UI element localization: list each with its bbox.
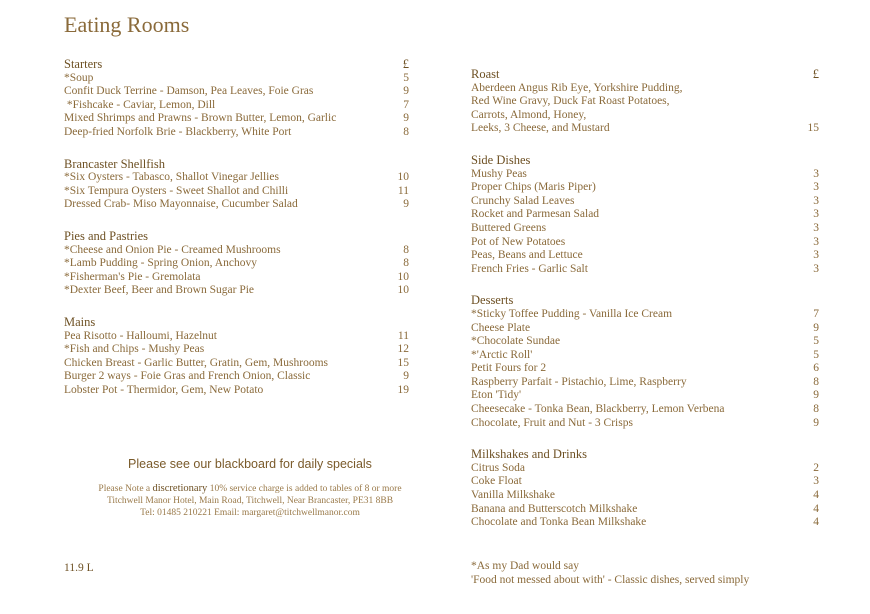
currency-symbol: £ [402, 57, 409, 71]
item-price: 3 [813, 194, 819, 207]
item-name: Proper Chips (Maris Piper) [471, 181, 596, 194]
item-price: 9 [403, 370, 409, 383]
menu-item [64, 357, 419, 371]
menu-item [64, 85, 419, 99]
menu-item [471, 376, 823, 390]
menu-item [471, 236, 823, 250]
item-price: 9 [813, 321, 819, 334]
item-name: *Six Oysters - Tabasco, Shallot Vinegar Jellies [64, 171, 279, 184]
item-name: Chocolate and Tonka Bean Milkshake [471, 516, 647, 529]
item-price: 5 [403, 71, 409, 84]
item-price: 4 [813, 489, 819, 502]
section-heading [64, 158, 419, 172]
menu-item [471, 389, 823, 403]
item-price: 9 [403, 112, 409, 125]
roast-line-text: Red Wine Gravy, Duck Fat Roast Potatoes, [471, 95, 670, 108]
item-name: Burger 2 ways - Foie Gras and French Onion, Classic [64, 370, 311, 383]
currency-symbol: £ [812, 67, 819, 81]
item-price: 3 [813, 208, 819, 221]
item-name: French Fries - Garlic Salt [471, 262, 588, 275]
item-list [64, 330, 419, 398]
section-heading [471, 448, 823, 462]
item-name: Buttered Greens [471, 221, 547, 234]
roast-line [471, 95, 823, 109]
section-title: Mains [64, 314, 96, 329]
item-name: Pea Risotto - Halloumi, Hazelnut [64, 329, 217, 342]
menu-item [64, 271, 419, 285]
item-name: Deep-fried Norfolk Brie - Blackberry, White Port [64, 125, 292, 138]
drinks-section [471, 448, 823, 530]
item-list [64, 72, 419, 140]
menu-item [471, 462, 823, 476]
item-list [471, 168, 823, 277]
section-heading [64, 230, 419, 244]
section-title: Milkshakes and Drinks [471, 447, 587, 462]
section-heading [64, 316, 419, 330]
menu-item [64, 126, 419, 140]
item-price: 9 [403, 85, 409, 98]
menu-item [471, 322, 823, 336]
item-name: Pot of New Potatoes [471, 235, 566, 248]
menu-item [471, 181, 823, 195]
item-price: 5 [813, 348, 819, 361]
item-price: 7 [403, 98, 409, 111]
menu-item [64, 370, 419, 384]
item-name: Lobster Pot - Thermidor, Gem, New Potato [64, 383, 264, 396]
menu-item [471, 249, 823, 263]
sides-section [471, 154, 823, 276]
section-title: Desserts [471, 293, 514, 308]
item-name: Chocolate, Fruit and Nut - 3 Crisps [471, 416, 633, 429]
menu-item [471, 489, 823, 503]
item-name: Petit Fours for 2 [471, 362, 547, 375]
item-price: 9 [813, 416, 819, 429]
address-line: Titchwell Manor Hotel, Main Road, Titchwell, Near Brancaster, PE31 8BB [106, 496, 394, 506]
starters-section [64, 58, 419, 140]
item-name: Chicken Breast - Garlic Butter, Gratin, Gem, Mushrooms [64, 356, 328, 369]
item-price: 4 [813, 502, 819, 515]
item-price: 5 [813, 335, 819, 348]
menu-code: 11.9 L [64, 562, 94, 574]
item-price: 11 [397, 184, 409, 197]
contact-line: Tel: 01485 210221 Email: margaret@titchwellmanor.com [140, 508, 360, 518]
specials-notice: Please see our blackboard for daily specials [128, 457, 372, 471]
item-name: Banana and Butterscotch Milkshake [471, 502, 638, 515]
menu-item [64, 284, 419, 298]
note-emphasis: discretionary [152, 483, 208, 494]
item-name: *Six Tempura Oysters - Sweet Shallot and Chilli [64, 184, 289, 197]
menu-item [471, 349, 823, 363]
section-title: Roast [471, 67, 500, 81]
menu-item [64, 330, 419, 344]
item-price: 8 [403, 125, 409, 138]
roast-description [471, 82, 823, 136]
item-price: 8 [403, 257, 409, 270]
item-name: Mushy Peas [471, 167, 527, 180]
menu-item [64, 72, 419, 86]
menu-item [64, 257, 419, 271]
menu-item [471, 308, 823, 322]
menu-item [471, 263, 823, 277]
menu-item [471, 475, 823, 489]
item-name: *Lamb Pudding - Spring Onion, Anchovy [64, 257, 257, 270]
item-list [64, 171, 419, 212]
right-column [471, 68, 823, 548]
menu-item [64, 244, 419, 258]
item-name: Dressed Crab- Miso Mayonnaise, Cucumber Salad [64, 198, 298, 211]
menu-item [471, 417, 823, 431]
item-price: 8 [813, 375, 819, 388]
menu-item [64, 198, 419, 212]
menu-item [64, 185, 419, 199]
menu-item [471, 362, 823, 376]
note-text: 10% service charge is added to tables of 8 or more [207, 484, 402, 494]
menu-item [471, 335, 823, 349]
menu-item [471, 403, 823, 417]
item-price: 3 [813, 167, 819, 180]
note-text: Please Note a [98, 484, 153, 494]
menu-item [471, 208, 823, 222]
item-list [471, 462, 823, 530]
item-price: 11 [397, 329, 409, 342]
shellfish-section [64, 158, 419, 212]
desserts-section [471, 294, 823, 430]
left-column [64, 58, 419, 415]
item-name: Citrus Soda [471, 461, 525, 474]
menu-item [64, 99, 419, 113]
item-name: Peas, Beans and Lettuce [471, 249, 583, 262]
section-title: Side Dishes [471, 152, 531, 167]
roast-line [471, 82, 823, 96]
item-price: 3 [813, 249, 819, 262]
item-price: 8 [403, 243, 409, 256]
item-price: 3 [813, 221, 819, 234]
roast-section [471, 68, 823, 136]
item-price: 10 [397, 270, 409, 283]
item-price: 3 [813, 475, 819, 488]
item-price: 7 [813, 307, 819, 320]
section-heading [471, 68, 823, 82]
item-name: Coke Float [471, 475, 522, 488]
item-name: *Fishcake - Caviar, Lemon, Dill [64, 98, 216, 111]
roast-line-text: Aberdeen Angus Rib Eye, Yorkshire Pudding, [471, 81, 683, 94]
menu-item [64, 112, 419, 126]
menu-item [64, 171, 419, 185]
service-charge-note [64, 483, 436, 495]
section-heading [64, 58, 419, 72]
section-title: Starters [64, 57, 103, 71]
item-name: *Sticky Toffee Pudding - Vanilla Ice Cream [471, 307, 673, 320]
item-name: *Fish and Chips - Mushy Peas [64, 343, 205, 356]
roast-line-text: Leeks, 3 Cheese, and Mustard [471, 122, 610, 135]
item-price: 3 [813, 262, 819, 275]
item-price: 3 [813, 181, 819, 194]
footnote-line: 'Food not messed about with' - Classic dishes, served simply [471, 573, 750, 586]
item-name: Mixed Shrimps and Prawns - Brown Butter, Lemon, Garlic [64, 112, 337, 125]
menu-item [471, 516, 823, 530]
menu-item [64, 384, 419, 398]
item-name: Eton 'Tidy' [471, 389, 522, 402]
footnote-line: *As my Dad would say [471, 560, 579, 572]
roast-line [471, 122, 823, 136]
item-price: 2 [813, 461, 819, 474]
footnote [471, 560, 749, 587]
roast-line [471, 109, 823, 123]
item-name: Cheesecake - Tonka Bean, Blackberry, Lemon Verbena [471, 403, 725, 416]
section-title: Pies and Pastries [64, 228, 149, 243]
menu-item [471, 503, 823, 517]
item-name: *Soup [64, 71, 94, 84]
item-price: 19 [397, 383, 409, 396]
item-name: Rocket and Parmesan Salad [471, 208, 600, 221]
mains-section [64, 316, 419, 398]
item-list [64, 244, 419, 298]
roast-line-text: Carrots, Almond, Honey, [471, 108, 587, 121]
item-name: *Cheese and Onion Pie - Creamed Mushrooms [64, 243, 281, 256]
item-name: *Fisherman's Pie - Gremolata [64, 270, 201, 283]
item-name: Raspberry Parfait - Pistachio, Lime, Raspberry [471, 375, 687, 388]
item-price: 3 [813, 235, 819, 248]
page-title: Eating Rooms [64, 12, 190, 37]
pies-section [64, 230, 419, 298]
menu-item [471, 168, 823, 182]
item-name: Crunchy Salad Leaves [471, 194, 575, 207]
section-heading [471, 154, 823, 168]
item-price: 10 [397, 171, 409, 184]
item-price: 6 [813, 362, 819, 375]
service-notes [64, 483, 436, 519]
item-price: 10 [397, 284, 409, 297]
item-price: 15 [397, 356, 409, 369]
menu-item [471, 222, 823, 236]
item-price: 9 [813, 389, 819, 402]
item-name: *'Arctic Roll' [471, 348, 533, 361]
item-price: 8 [813, 403, 819, 416]
item-name: Cheese Plate [471, 321, 531, 334]
menu-item [471, 195, 823, 209]
item-list [471, 308, 823, 430]
section-title: Brancaster Shellfish [64, 156, 166, 171]
section-heading [471, 294, 823, 308]
item-price: 4 [813, 516, 819, 529]
item-price: 9 [403, 198, 409, 211]
item-name: Vanilla Milkshake [471, 489, 555, 502]
item-name: *Chocolate Sundae [471, 335, 561, 348]
item-name: Confit Duck Terrine - Damson, Pea Leaves, Foie Gras [64, 85, 314, 98]
menu-item [64, 343, 419, 357]
item-name: *Dexter Beef, Beer and Brown Sugar Pie [64, 284, 255, 297]
item-price: 15 [807, 122, 819, 135]
item-price: 12 [397, 343, 409, 356]
